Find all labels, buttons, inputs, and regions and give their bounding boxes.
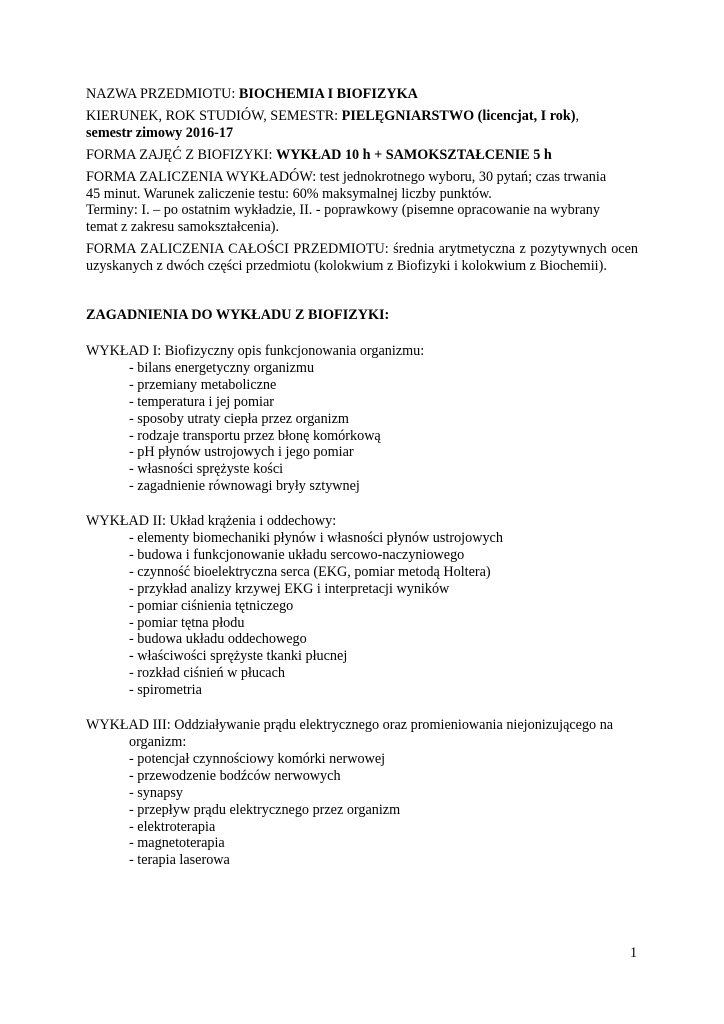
- form-value: WYKŁAD 10 h + SAMOKSZTAŁCENIE 5 h: [275, 146, 552, 163]
- list-item: - terapia laserowa: [129, 852, 230, 869]
- list-item: - przykład analizy krzywej EKG i interpretacji wyników: [129, 580, 450, 597]
- lecture-3-topics: [86, 751, 638, 869]
- lecture-2-title: WYKŁAD II: Układ krążenia i oddechowy:: [86, 513, 337, 530]
- lecture-3-title: WYKŁAD III: Oddziaływanie prądu elektrycznego oraz promieniowania niejonizującego na: [86, 717, 614, 734]
- subject-label: NAZWA PRZEDMIOTU:: [86, 86, 239, 102]
- list-item: - magnetoterapia: [129, 835, 225, 852]
- list-item: - budowa układu oddechowego: [129, 631, 307, 648]
- direction-separator: ,: [575, 107, 580, 124]
- list-item: - rodzaje transportu przez błonę komórkową: [129, 427, 381, 444]
- lecture-3: [86, 717, 638, 869]
- lecture-1: [86, 343, 638, 495]
- list-item: - potencjał czynnościowy komórki nerwowej: [129, 750, 386, 767]
- list-item: - przewodzenie bodźców nerwowych: [129, 767, 341, 784]
- section-heading: ZAGADNIENIA DO WYKŁADU Z BIOFIZYKI:: [86, 307, 390, 324]
- lecture-2: [86, 513, 638, 699]
- form-line: [86, 147, 638, 164]
- list-item: - elementy biomechaniki płynów i własności płynów ustrojowych: [129, 530, 503, 547]
- list-item: - spirometria: [129, 682, 202, 699]
- page-number: 1: [630, 945, 638, 961]
- list-item: - zagadnienie równowagi bryły sztywnej: [129, 478, 360, 495]
- list-item: - budowa i funkcjonowanie układu sercowo-naczyniowego: [129, 546, 465, 563]
- lecture-credit-line-1: FORMA ZALICZENIA WYKŁADÓW: test jednokrotnego wyboru, 30 pytań; czas trwania: [86, 168, 607, 185]
- lecture-credit-line-2: 45 minut. Warunek zaliczenie testu: 60% maksymalnej liczby punktów.: [86, 185, 492, 202]
- list-item: - pomiar tętna płodu: [129, 614, 245, 631]
- list-item: - elektroterapia: [129, 818, 216, 835]
- list-item: - temperatura i jej pomiar: [129, 393, 274, 410]
- form-label: FORMA ZAJĘĆ Z BIOFIZYKI:: [86, 146, 276, 163]
- list-item: - przemiany metaboliczne: [129, 376, 277, 393]
- lecture-1-title: WYKŁAD I: Biofizyczny opis funkcjonowania organizmu:: [86, 342, 425, 359]
- list-item: - synapsy: [129, 784, 183, 801]
- direction-value: PIELĘGNIARSTWO (licencjat, I rok): [341, 107, 576, 124]
- list-item: - właściwości sprężyste tkanki płucnej: [129, 648, 348, 665]
- list-item: - własności sprężyste kości: [129, 461, 284, 478]
- terms-line-2: temat z zakresu samokształcenia).: [86, 219, 280, 236]
- lecture-credit-block: [86, 169, 638, 237]
- direction-label: KIERUNEK, ROK STUDIÓW, SEMESTR:: [86, 107, 342, 124]
- list-item: - czynność bioelektryczna serca (EKG, pomiar metodą Holtera): [129, 563, 491, 580]
- lecture-1-topics: [86, 360, 638, 495]
- list-item: - bilans energetyczny organizmu: [129, 359, 315, 376]
- list-item: - sposoby utraty ciepła przez organizm: [129, 410, 349, 427]
- list-item: - rozkład ciśnień w płucach: [129, 665, 286, 682]
- overall-credit: FORMA ZALICZENIA CAŁOŚCI PRZEDMIOTU: średnia arytmetyczna z pozytywnych ocen uzyskanych z dwóch części przedmiotu (kolokwium z Biofizyki i kolokwium z Biochemii).: [86, 241, 638, 275]
- list-item: - pH płynów ustrojowych i jego pomiar: [129, 444, 354, 461]
- subject-line: [86, 86, 638, 103]
- list-item: - przepływ prądu elektrycznego przez organizm: [129, 801, 401, 818]
- direction-line: [86, 108, 638, 142]
- subject-value: BIOCHEMIA I BIOFIZYKA: [238, 86, 418, 102]
- lecture-3-title-continued: organizm:: [129, 734, 187, 750]
- semester-value: semestr zimowy 2016-17: [86, 124, 234, 141]
- list-item: - pomiar ciśnienia tętniczego: [129, 597, 294, 614]
- document-page: [86, 86, 638, 869]
- lecture-2-topics: [86, 530, 638, 699]
- terms-line-1: Terminy: I. – po ostatnim wykładzie, II. - poprawkowy (pisemne opracowanie na wybrany: [86, 202, 600, 219]
